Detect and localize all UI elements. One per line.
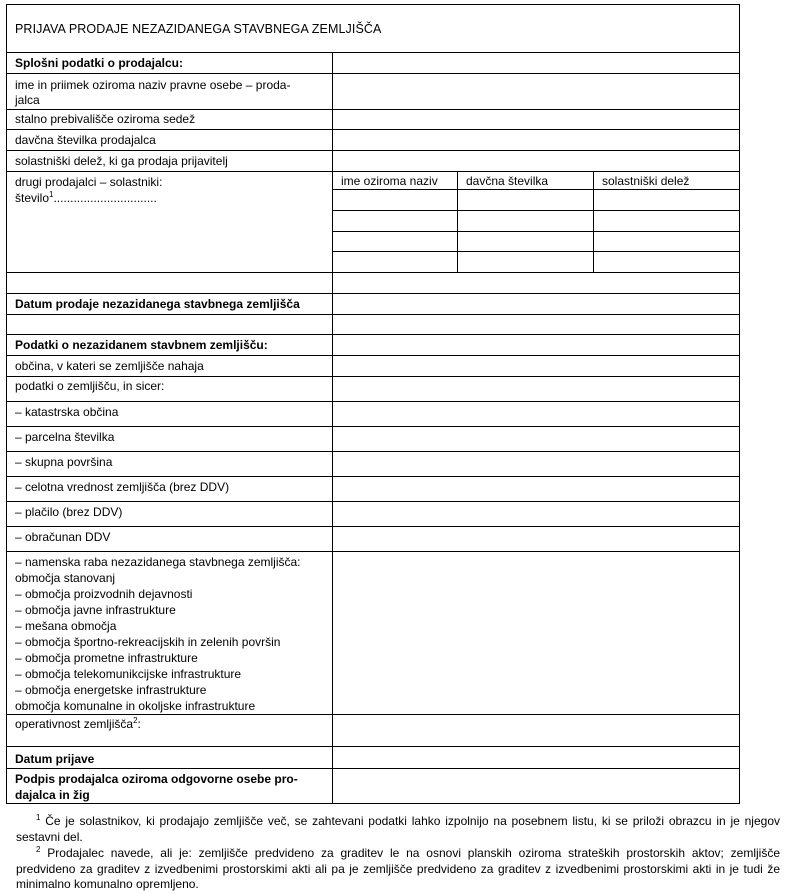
rule xyxy=(6,272,740,273)
land-use-line: – namenska raba nezazidanega stavbnega zemljišča: xyxy=(15,555,301,569)
rule xyxy=(6,314,740,315)
rule xyxy=(6,768,740,769)
land-use-line: območja stanovanj xyxy=(15,571,116,585)
land-use-line: – območja javne infrastrukture xyxy=(15,603,176,617)
footnote-1-text: Če je solastnikov, ki prodajajo zemljišče več, se zahtevani podatki lahko izpolnijo na posebnem listu, ki se priloži obrazcu in je njegov sestavni del. xyxy=(16,814,780,844)
signature-label-2: dajalca in žig xyxy=(15,788,90,802)
seller-share-label: solastniški delež, ki ga prodaja prijavitelj xyxy=(15,154,228,168)
rule xyxy=(6,476,740,477)
land-heading: Podatki o nezazidanem stavbnem zemljišču: xyxy=(15,338,268,352)
land-use-line: – območja telekomunikcijske infrastrukture xyxy=(15,667,242,681)
rule xyxy=(6,746,740,747)
coowners-rule xyxy=(332,189,740,190)
coowners-col-divider xyxy=(457,171,458,272)
footnote-2-text: Prodajalec navede, ali je: zemljišče predvideno za graditev le na osnovi planskih oziroma strateških prostorskih aktov; zemljišče predvideno za graditev z izvedbenimi prostorskimi akti ali pa je zemljišče predvideno za graditev z izvedbenimi prostorskimi akti in je tudi že minimalno komunalno opremljeno. xyxy=(16,846,780,891)
area-label: – skupna površina xyxy=(15,455,113,469)
sale-date-label: Datum prodaje nezazidanega stavbnega zemljišča xyxy=(15,297,300,311)
form-title: PRIJAVA PRODAJE NEZAZIDANEGA STAVBNEGA ZEMLJIŠČA xyxy=(15,22,382,36)
rule xyxy=(6,426,740,427)
operability-text: operativnost zemljišča xyxy=(15,717,134,731)
municipality-label: občina, v kateri se zemljišče nahaja xyxy=(15,359,204,373)
coowners-rule xyxy=(332,210,740,211)
vat-label: – obračunan DDV xyxy=(15,530,111,544)
seller-residence-label: stalno prebivališče oziroma sedež xyxy=(15,112,196,126)
footnote-1 xyxy=(16,814,780,845)
rule xyxy=(6,334,740,335)
coowners-count-text: število xyxy=(15,191,50,205)
rule xyxy=(6,171,740,172)
column-divider xyxy=(332,52,333,804)
coowners-header-name: ime oziroma naziv xyxy=(341,174,438,188)
rule xyxy=(6,355,740,356)
seller-tax-label: davčna številka prodajalca xyxy=(15,133,156,147)
operability-colon: : xyxy=(137,717,141,731)
coowners-header-share: solastniški delež xyxy=(602,174,690,188)
rule xyxy=(6,714,740,715)
land-use-line: območja komunalne in okoljske infrastrukture xyxy=(15,699,256,713)
rule xyxy=(6,526,740,527)
parcel-label: – parcelna številka xyxy=(15,430,115,444)
rule-title-bottom xyxy=(6,52,740,53)
rule xyxy=(6,451,740,452)
rule xyxy=(6,401,740,402)
rule xyxy=(6,293,740,294)
rule xyxy=(6,109,740,110)
land-use-line: – mešana območja xyxy=(15,619,117,633)
rule xyxy=(6,551,740,552)
coowners-count-dots: ............................... xyxy=(53,191,157,205)
seller-name-label-1: ime in priimek oziroma naziv pravne osebe – proda- xyxy=(15,78,291,92)
land-use-line: – območja proizvodnih dejavnosti xyxy=(15,587,193,601)
operability-label xyxy=(15,716,141,732)
footnote-2-marker: 2 xyxy=(36,845,41,854)
footnote-1-marker: 1 xyxy=(36,813,41,822)
footnote-ref-2: 2 xyxy=(133,716,138,725)
coowners-header-tax: davčna številka xyxy=(466,174,549,188)
coowners-count-label xyxy=(15,190,157,206)
rule xyxy=(6,73,740,74)
land-data-label: podatki o zemljišču, in sicer: xyxy=(15,379,165,393)
footnote-2 xyxy=(16,846,780,893)
coowners-col-divider xyxy=(593,171,594,272)
land-use-line: – območja energetske infrastrukture xyxy=(15,683,207,697)
seller-name-label-2: jalca xyxy=(15,93,40,107)
total-value-label: – celotna vrednost zemljišča (brez DDV) xyxy=(15,480,230,494)
seller-heading: Splošni podatki o prodajalcu: xyxy=(15,56,184,70)
report-date-label: Datum prijave xyxy=(15,752,95,766)
coowners-label-1: drugi prodajalci – solastniki: xyxy=(15,175,163,189)
rule xyxy=(6,501,740,502)
land-use-line: – območja prometne infrastrukture xyxy=(15,651,198,665)
rule xyxy=(6,376,740,377)
coowners-rule xyxy=(332,251,740,252)
payment-label: – plačilo (brez DDV) xyxy=(15,505,123,519)
coowners-rule xyxy=(332,231,740,232)
rule xyxy=(6,150,740,151)
footnote-ref-1: 1 xyxy=(49,190,54,199)
land-use-line: – območja športno-rekreacijskih in zelenih površin xyxy=(15,635,281,649)
cadastral-label: – katastrska občina xyxy=(15,405,119,419)
rule xyxy=(6,129,740,130)
signature-label-1: Podpis prodajalca oziroma odgovorne osebe pro- xyxy=(15,772,298,786)
